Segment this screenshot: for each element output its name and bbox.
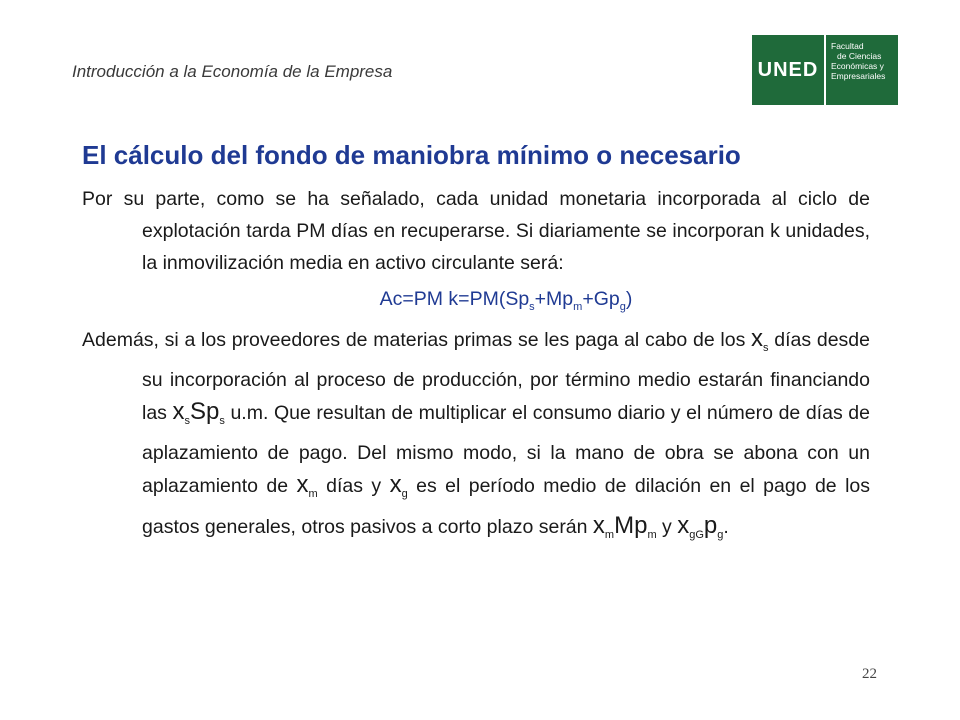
var-sub: g: [401, 487, 408, 500]
var-sp: Sp: [190, 397, 220, 425]
formula-sub: m: [573, 300, 583, 313]
var-p: p: [703, 511, 718, 539]
text-run: y: [656, 515, 678, 538]
slide-title: El cálculo del fondo de maniobra mínimo o necesario: [82, 140, 741, 170]
formula: [82, 283, 870, 323]
paragraph-1: Por su parte, como se ha señalado, cada unidad monetaria incorporada al ciclo de explotación tarda PM días en recuperarse. Si diariamente se incorporan k unidades, la inmovilización media en activo circulante será:: [82, 188, 870, 274]
var-sub: s: [763, 341, 769, 354]
page-number: 22: [862, 666, 877, 682]
course-title: Introducción a la Economía de la Empresa: [72, 62, 393, 81]
logo-line: Facultad: [831, 41, 864, 51]
logo-line: Económicas y: [831, 61, 884, 71]
paragraph-2: [82, 323, 870, 551]
slide-body: [82, 183, 870, 550]
text-run: días desde su incorporación al proceso de producción, por término medio estarán financiando las: [142, 328, 870, 424]
text-run: u.m. Que resultan de multiplicar el consumo diario y el número de días de aplazamiento de pago. Del mismo modo, si la mano de obra se abona con un aplazamiento de: [142, 401, 870, 497]
logo-mark: UNED: [752, 35, 824, 105]
var-x: x: [677, 511, 690, 539]
text-run: .: [723, 515, 729, 538]
var-sub: g: [717, 528, 724, 541]
text-run: días y: [317, 474, 390, 497]
formula-part: +Mp: [534, 288, 574, 310]
formula-sub: s: [529, 300, 535, 313]
var-sub: s: [219, 414, 225, 427]
var-sub: m: [308, 487, 318, 500]
formula-part: ): [625, 288, 633, 310]
var-x: x: [172, 397, 185, 425]
var-sub: m: [647, 528, 657, 541]
var-x: x: [751, 324, 764, 352]
var-x: x: [592, 511, 605, 539]
formula-part: +Gp: [582, 288, 620, 310]
var-sub: gG: [689, 528, 704, 541]
var-x: x: [389, 470, 402, 498]
logo-faculty-text: [826, 35, 898, 105]
var-x: x: [296, 470, 309, 498]
formula-part: Ac=PM k=PM(Sp: [379, 288, 530, 310]
text-run: Además, si a los proveedores de materias primas se les paga al cabo de los: [82, 328, 752, 351]
var-mp: Mp: [614, 511, 648, 539]
var-sub: m: [604, 528, 615, 541]
logo-line: de Ciencias: [837, 51, 882, 61]
text-run: es el período medio de dilación en el pago de los gastos generales, otros pasivos a corto plazo serán: [142, 474, 870, 538]
uned-logo: [752, 35, 898, 105]
formula-sub: g: [619, 300, 626, 313]
var-sub: s: [184, 414, 191, 427]
logo-line: Empresariales: [831, 71, 886, 81]
